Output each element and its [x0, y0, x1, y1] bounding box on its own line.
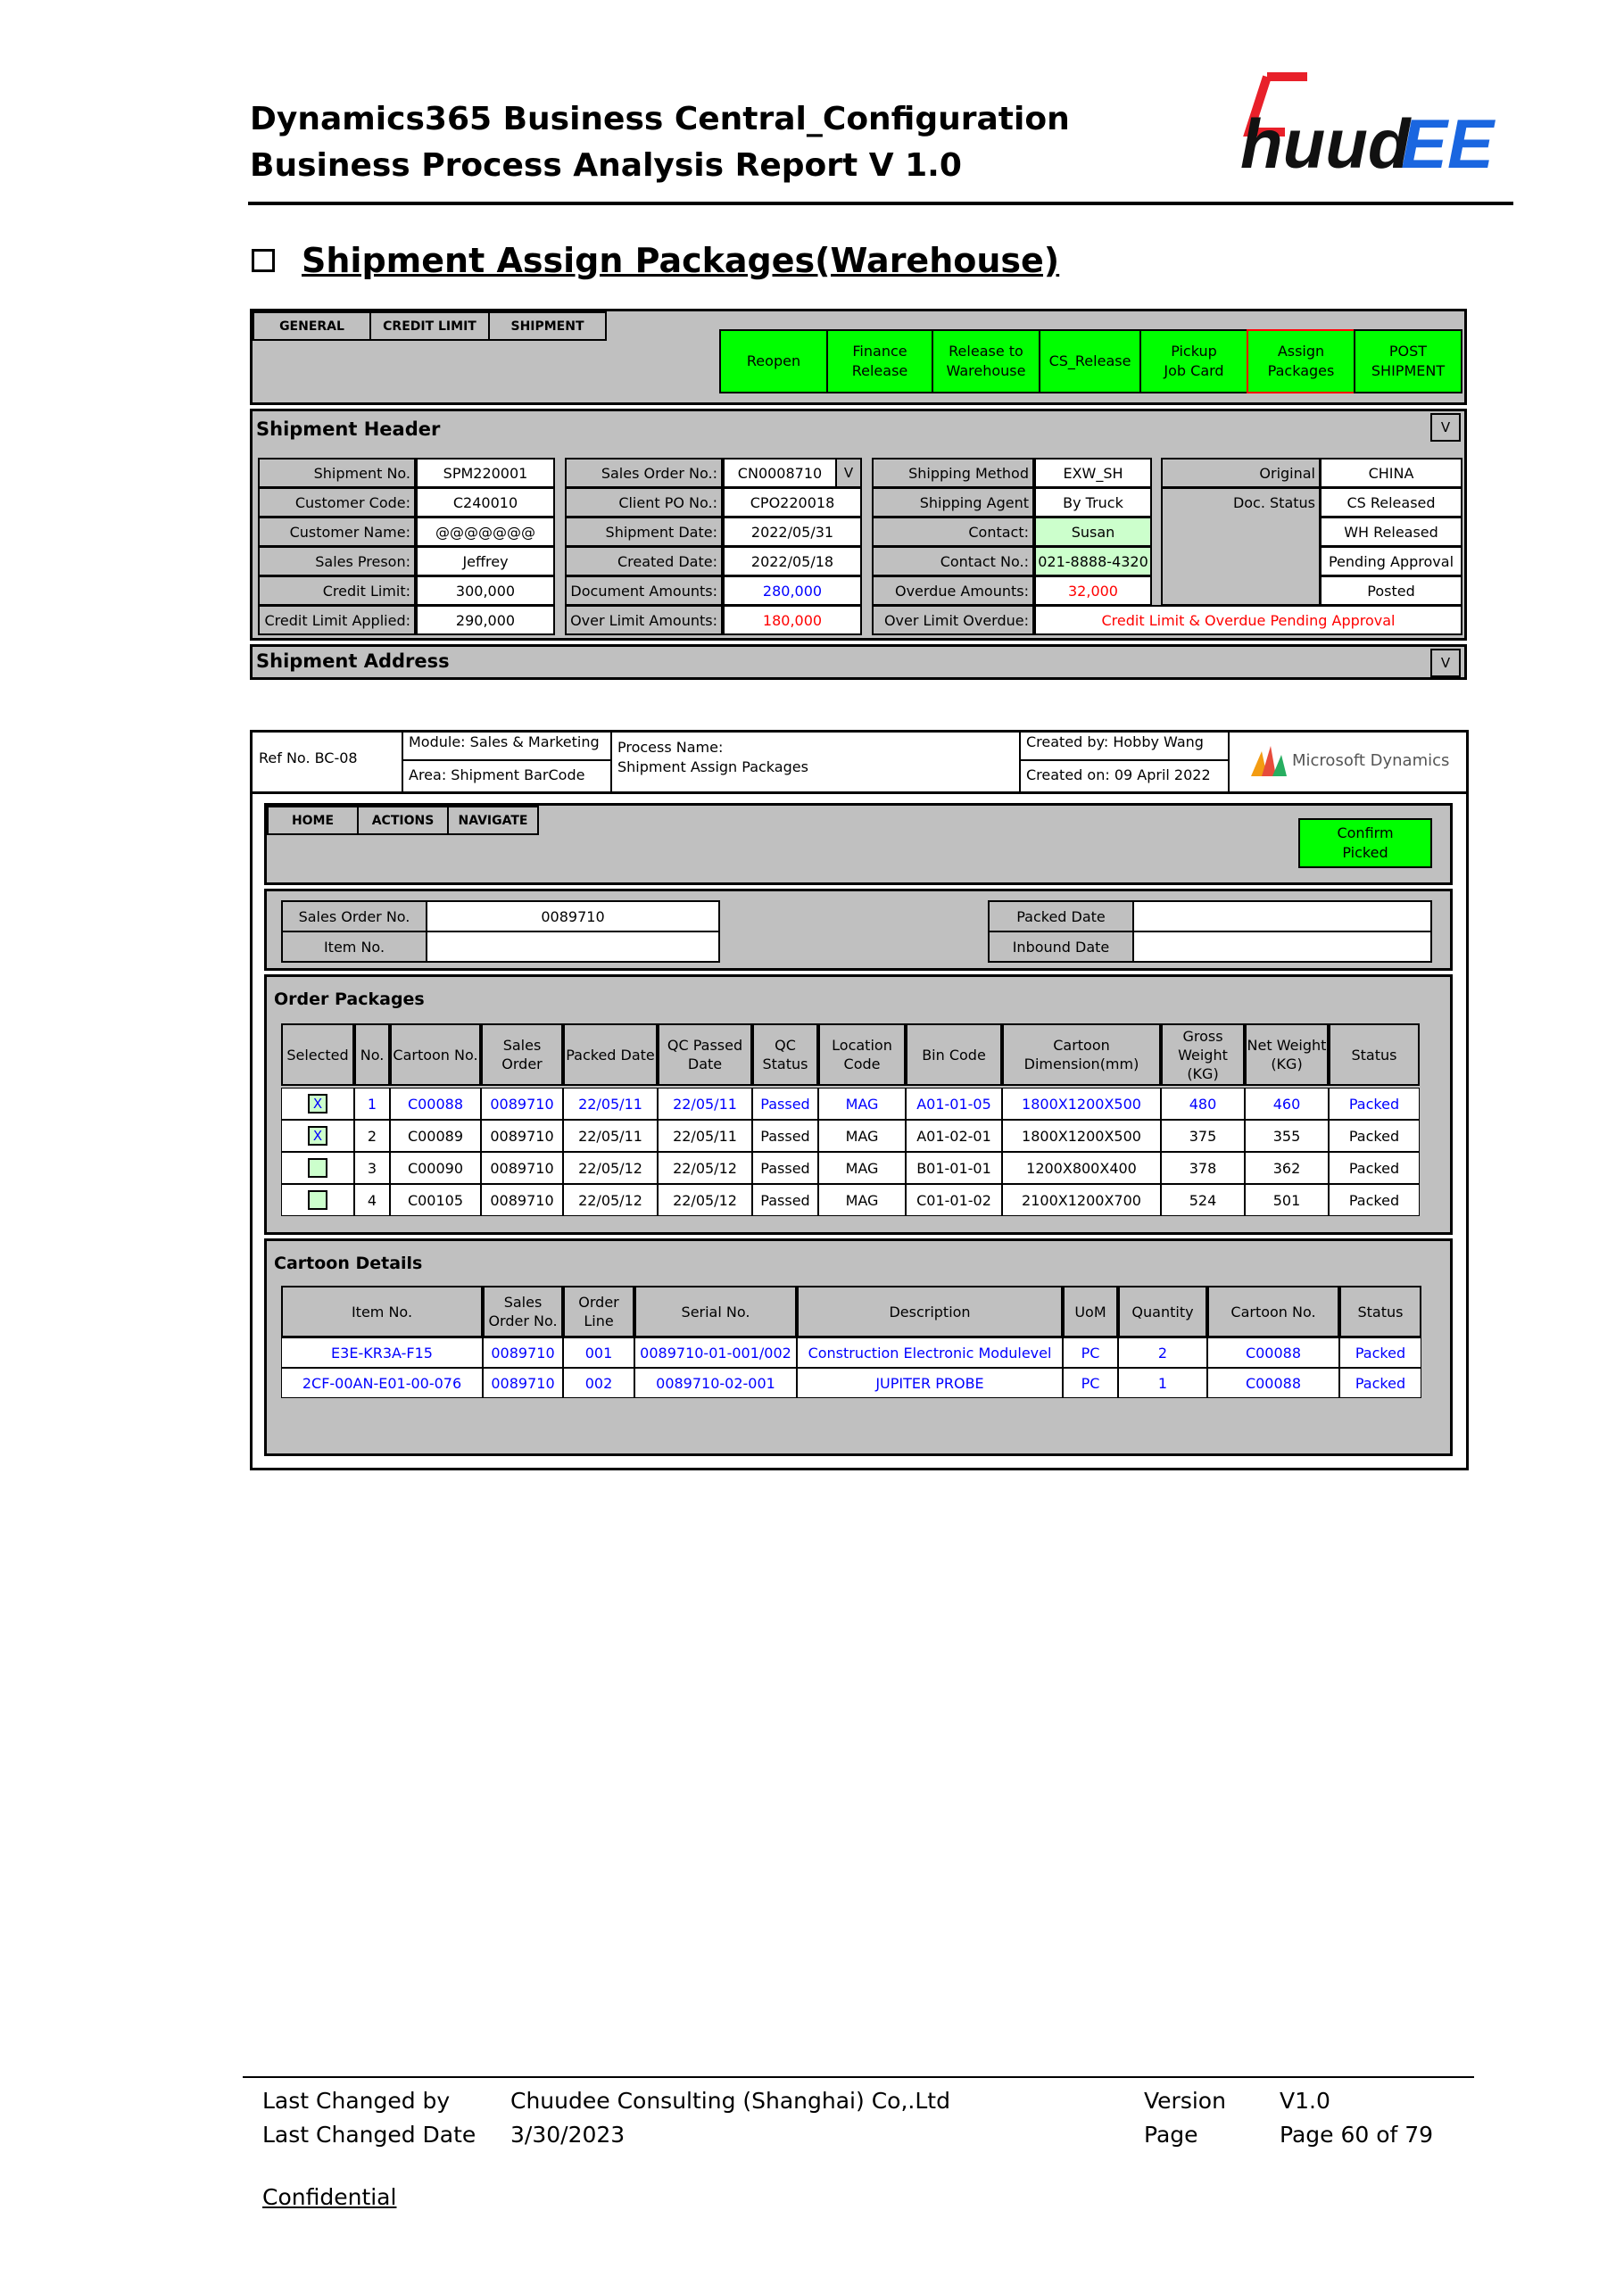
op-cell-qc-passed-date: 22/05/12: [658, 1152, 752, 1184]
section-title: [252, 241, 1059, 280]
shipping-agent-field[interactable]: By Truck: [1034, 487, 1152, 517]
op-header-qc-passed-date: QC Passed Date: [658, 1023, 752, 1086]
report-title-line1: Dynamics365 Business Central_Configuration: [250, 101, 1070, 137]
op-cell-sales-order: 0089710: [481, 1088, 563, 1120]
cd-cell-serial-no: 0089710-01-001/002: [634, 1337, 797, 1368]
over-limit-overdue-label: Over Limit Overdue:: [872, 605, 1034, 635]
op-cell-packed-date: 22/05/12: [563, 1184, 658, 1216]
order-packages-title: Order Packages: [274, 989, 425, 1009]
shipment-date-label: Shipment Date:: [565, 517, 723, 547]
version-label: Version: [1144, 2088, 1226, 2114]
section-title-text: Shipment Assign Packages(Warehouse): [302, 241, 1060, 280]
op-cell-gross-weight: 480: [1161, 1088, 1245, 1120]
op-cell-bin-code: A01-01-05: [906, 1088, 1002, 1120]
op-header-cartoon-dimension: Cartoon Dimension(mm): [1002, 1023, 1161, 1086]
client-po-label: Client PO No.:: [565, 487, 723, 517]
filter-packed-date-input[interactable]: [1132, 900, 1432, 932]
sales-order-lookup-button[interactable]: V: [835, 458, 862, 488]
shipment-no-label: Shipment No.: [258, 458, 416, 488]
op-cell-location-code: MAG: [818, 1120, 906, 1152]
credit-limit-applied-label: Credit Limit Applied:: [258, 605, 416, 635]
status-cs-released[interactable]: CS Released: [1320, 487, 1462, 517]
op-cell-cartoon-no: C00105: [390, 1184, 481, 1216]
shipment-toolbar-panel: [250, 309, 1467, 405]
op-cell-no: 1: [354, 1088, 390, 1120]
process-name: Shipment Assign Packages: [617, 758, 808, 775]
op-cell-cartoon-dimension: 1800X1200X500: [1002, 1088, 1161, 1120]
cd-header-quantity: Quantity: [1118, 1286, 1207, 1337]
op-cell-packed-date: 22/05/11: [563, 1088, 658, 1120]
op-cell-qc-status: Passed: [752, 1088, 818, 1120]
version-value: V1.0: [1280, 2088, 1330, 2114]
cd-cell-uom: PC: [1063, 1368, 1118, 1398]
cd-cell-cartoon-no: C00088: [1207, 1368, 1339, 1398]
confidential-label: Confidential: [262, 2184, 397, 2210]
credit-limit-field[interactable]: 300,000: [416, 575, 555, 606]
contact-field[interactable]: Susan: [1034, 517, 1152, 547]
shipping-method-field[interactable]: EXW_SH: [1034, 458, 1152, 488]
op-header-packed-date: Packed Date: [563, 1023, 658, 1086]
cd-cell-serial-no: 0089710-02-001: [634, 1368, 797, 1398]
op-cell-bin-code: B01-01-01: [906, 1152, 1002, 1184]
cd-cell-status: Packed: [1339, 1368, 1421, 1398]
cartoon-details-title: Cartoon Details: [274, 1254, 423, 1273]
op-cell-cartoon-dimension: 1200X800X400: [1002, 1152, 1161, 1184]
filter-sales-order-label: Sales Order No.: [281, 900, 427, 932]
report-title: [250, 96, 1070, 189]
document-amounts-field[interactable]: 280,000: [723, 575, 862, 606]
cd-header-cartoon-no: Cartoon No.: [1207, 1286, 1339, 1337]
process-label: Process Name:: [617, 739, 724, 756]
original-label: Original: [1161, 458, 1321, 488]
op-cell-cartoon-dimension: 2100X1200X700: [1002, 1184, 1161, 1216]
op-cell-gross-weight: 524: [1161, 1184, 1245, 1216]
cd-cell-sales-order-no: 0089710: [483, 1368, 563, 1398]
op-header-selected: Selected: [281, 1023, 354, 1086]
filter-item-no-label: Item No.: [281, 931, 427, 963]
op-cell-qc-passed-date: 22/05/11: [658, 1088, 752, 1120]
cd-cell-status: Packed: [1339, 1337, 1421, 1368]
shipment-address-panel: [250, 644, 1467, 680]
op-cell-cartoon-no: C00089: [390, 1120, 481, 1152]
op-cell-qc-status: Passed: [752, 1184, 818, 1216]
op-header-qc-status: QC Status: [752, 1023, 818, 1086]
op-cell-location-code: MAG: [818, 1088, 906, 1120]
op-cell-net-weight: 501: [1245, 1184, 1329, 1216]
address-expand-button[interactable]: V: [1430, 649, 1461, 677]
op-header-no: No.: [354, 1023, 390, 1086]
ms-logo-text: Microsoft Dynamics: [1292, 750, 1450, 770]
op-cell-location-code: MAG: [818, 1184, 906, 1216]
over-limit-overdue-field[interactable]: Credit Limit & Overdue Pending Approval: [1034, 605, 1462, 635]
op-cell-location-code: MAG: [818, 1152, 906, 1184]
op-select-checkbox[interactable]: X: [308, 1094, 327, 1114]
op-cell-cartoon-no: C00088: [390, 1088, 481, 1120]
footer-rule: [243, 2076, 1474, 2078]
op-select-checkbox[interactable]: [308, 1190, 327, 1210]
confirm-picked-button[interactable]: Confirm Picked: [1298, 818, 1432, 868]
status-pending-approval[interactable]: Pending Approval: [1320, 546, 1462, 576]
sales-order-no-field[interactable]: CN0008710: [723, 458, 837, 488]
op-cell-sales-order: 0089710: [481, 1120, 563, 1152]
op-select-cell: [281, 1184, 354, 1216]
status-wh-released[interactable]: WH Released: [1320, 517, 1462, 547]
cartoon-details-table: [281, 1286, 1441, 1402]
op-cell-status: Packed: [1329, 1120, 1420, 1152]
op-cell-gross-weight: 378: [1161, 1152, 1245, 1184]
customer-code-label: Customer Code:: [258, 487, 416, 517]
ref-no: Ref No. BC-08: [259, 749, 358, 766]
cd-cell-sales-order-no: 0089710: [483, 1337, 563, 1368]
op-cell-packed-date: 22/05/11: [563, 1120, 658, 1152]
customer-name-field[interactable]: @@@@@@@: [416, 517, 555, 547]
filter-packed-date-label: Packed Date: [988, 900, 1134, 932]
op-header-sales-order: Sales Order: [481, 1023, 563, 1086]
area-cell: Area: Shipment BarCode: [409, 766, 585, 783]
ref-info-row: [250, 730, 1469, 794]
chuudee-logo: [1231, 70, 1499, 177]
dynamics-icon: [1249, 742, 1288, 778]
status-posted[interactable]: Posted: [1320, 575, 1462, 606]
svg-text:EE: EE: [1401, 104, 1495, 177]
op-header-bin-code: Bin Code: [906, 1023, 1002, 1086]
cd-cell-cartoon-no: C00088: [1207, 1337, 1339, 1368]
cd-cell-uom: PC: [1063, 1337, 1118, 1368]
op-cell-net-weight: 460: [1245, 1088, 1329, 1120]
op-cell-qc-passed-date: 22/05/12: [658, 1184, 752, 1216]
cd-header-description: Description: [797, 1286, 1063, 1337]
cd-header-order-line: Order Line: [563, 1286, 634, 1337]
original-field[interactable]: CHINA: [1320, 458, 1462, 488]
customer-name-label: Customer Name:: [258, 517, 416, 547]
cd-cell-quantity: 1: [1118, 1368, 1207, 1398]
tab-home[interactable]: HOME: [267, 806, 359, 835]
changed-date-label: Last Changed Date: [262, 2122, 476, 2148]
filter-item-no-input[interactable]: [426, 931, 720, 963]
op-cell-qc-status: Passed: [752, 1120, 818, 1152]
finance-release-button[interactable]: Finance Release: [826, 329, 933, 393]
assign-packages-button[interactable]: Assign Packages: [1247, 329, 1355, 393]
cd-header-uom: UoM: [1063, 1286, 1118, 1337]
op-select-cell: [281, 1120, 354, 1152]
cd-header-status: Status: [1339, 1286, 1421, 1337]
release-to-warehouse-button[interactable]: Release to Warehouse: [932, 329, 1040, 393]
cd-cell-item-no: E3E-KR3A-F15: [281, 1337, 483, 1368]
filter-inbound-date-input[interactable]: [1132, 931, 1432, 963]
order-packages-panel: [264, 974, 1453, 1235]
op-header-cartoon-no: Cartoon No.: [390, 1023, 481, 1086]
credit-limit-label: Credit Limit:: [258, 575, 416, 606]
shipment-header-panel: [250, 409, 1467, 641]
changed-by-label: Last Changed by: [262, 2088, 451, 2114]
customer-code-field[interactable]: C240010: [416, 487, 555, 517]
cd-cell-description: JUPITER PROBE: [797, 1368, 1063, 1398]
client-po-field[interactable]: CPO220018: [723, 487, 862, 517]
sales-person-label: Sales Preson:: [258, 546, 416, 576]
microsoft-dynamics-logo: [1249, 742, 1449, 778]
op-select-cell: [281, 1152, 354, 1184]
shipping-agent-label: Shipping Agent: [872, 487, 1034, 517]
page-label: Page: [1144, 2122, 1198, 2148]
overdue-amounts-label: Overdue Amounts:: [872, 575, 1034, 606]
tab-shipment[interactable]: SHIPMENT: [488, 311, 607, 341]
post-shipment-button[interactable]: POST SHIPMENT: [1354, 329, 1462, 393]
module-cell: Module: Sales & Marketing: [403, 730, 610, 761]
svg-text:huud: huud: [1240, 104, 1411, 177]
op-cell-bin-code: A01-02-01: [906, 1120, 1002, 1152]
over-limit-amounts-field[interactable]: 180,000: [723, 605, 862, 635]
op-header-gross-weight: Gross Weight (KG): [1161, 1023, 1245, 1086]
cd-cell-order-line: 002: [563, 1368, 634, 1398]
changed-date-value: 3/30/2023: [510, 2122, 626, 2148]
pickup-job-card-button[interactable]: Pickup Job Card: [1139, 329, 1248, 393]
op-cell-cartoon-dimension: 1800X1200X500: [1002, 1120, 1161, 1152]
header-rule: [248, 202, 1513, 205]
created-date-field[interactable]: 2022/05/18: [723, 546, 862, 576]
op-cell-sales-order: 0089710: [481, 1152, 563, 1184]
shipment-address-title: Shipment Address: [256, 650, 450, 672]
op-cell-status: Packed: [1329, 1152, 1420, 1184]
op-select-cell: [281, 1088, 354, 1120]
op-cell-cartoon-no: C00090: [390, 1152, 481, 1184]
sales-order-filter-panel: [264, 889, 1453, 971]
op-cell-qc-status: Passed: [752, 1152, 818, 1184]
created-date-label: Created Date:: [565, 546, 723, 576]
order-packages-table: [281, 1023, 1441, 1225]
overdue-amounts-field[interactable]: 32,000: [1034, 575, 1152, 606]
shipping-method-label: Shipping Method: [872, 458, 1034, 488]
shipment-header-title: Shipment Header: [256, 418, 441, 440]
op-cell-qc-passed-date: 22/05/11: [658, 1120, 752, 1152]
op-cell-packed-date: 22/05/12: [563, 1152, 658, 1184]
cd-header-serial-no: Serial No.: [634, 1286, 797, 1337]
created-on: Created on: 09 April 2022: [1026, 766, 1211, 783]
section-checkbox-icon: [252, 249, 275, 272]
cd-cell-order-line: 001: [563, 1337, 634, 1368]
credit-limit-applied-field[interactable]: 290,000: [416, 605, 555, 635]
op-cell-status: Packed: [1329, 1184, 1420, 1216]
contact-no-field[interactable]: 021-8888-4320: [1034, 546, 1152, 576]
op-cell-status: Packed: [1329, 1088, 1420, 1120]
contact-no-label: Contact No.:: [872, 546, 1034, 576]
filter-sales-order-input[interactable]: 0089710: [426, 900, 720, 932]
op-cell-no: 3: [354, 1152, 390, 1184]
tab-actions[interactable]: ACTIONS: [357, 806, 449, 835]
shipment-date-field[interactable]: 2022/05/31: [723, 517, 862, 547]
page-value: Page 60 of 79: [1280, 2122, 1434, 2148]
reopen-button[interactable]: Reopen: [719, 329, 828, 393]
shipment-no-field[interactable]: SPM220001: [416, 458, 555, 488]
op-select-checkbox[interactable]: [308, 1158, 327, 1178]
op-header-location-code: Location Code: [818, 1023, 906, 1086]
module-divider: [610, 730, 612, 792]
over-limit-amounts-label: Over Limit Amounts:: [565, 605, 723, 635]
cd-cell-description: Construction Electronic Modulevel: [797, 1337, 1063, 1368]
cd-header-sales-order-no: Sales Order No.: [483, 1286, 563, 1337]
op-cell-net-weight: 362: [1245, 1152, 1329, 1184]
doc-status-label: Doc. Status: [1161, 487, 1321, 606]
op-cell-no: 4: [354, 1184, 390, 1216]
document-amounts-label: Document Amounts:: [565, 575, 723, 606]
op-cell-sales-order: 0089710: [481, 1184, 563, 1216]
tab-navigate[interactable]: NAVIGATE: [447, 806, 539, 835]
tab-general[interactable]: GENERAL: [253, 311, 371, 341]
cd-header-item-no: Item No.: [281, 1286, 483, 1337]
header-expand-button[interactable]: V: [1430, 413, 1461, 442]
sales-order-no-label: Sales Order No.:: [565, 458, 723, 488]
changed-by-value: Chuudee Consulting (Shanghai) Co,.Ltd: [510, 2088, 950, 2114]
cs-release-button[interactable]: CS_Release: [1039, 329, 1141, 393]
filter-inbound-date-label: Inbound Date: [988, 931, 1134, 963]
op-cell-no: 2: [354, 1120, 390, 1152]
cartoon-details-panel: [264, 1238, 1453, 1456]
created-by: Created by: Hobby Wang: [1021, 730, 1228, 761]
op-header-status: Status: [1329, 1023, 1420, 1086]
op-cell-bin-code: C01-01-02: [906, 1184, 1002, 1216]
tab-credit-limit[interactable]: CREDIT LIMIT: [369, 311, 490, 341]
op-cell-gross-weight: 375: [1161, 1120, 1245, 1152]
created-divider: [1228, 730, 1230, 792]
form-toolbar-panel: [264, 803, 1453, 885]
op-cell-net-weight: 355: [1245, 1120, 1329, 1152]
report-title-line2: Business Process Analysis Report V 1.0: [250, 147, 962, 184]
op-header-net-weight: Net Weight (KG): [1245, 1023, 1329, 1086]
op-select-checkbox[interactable]: X: [308, 1126, 327, 1146]
sales-person-field[interactable]: Jeffrey: [416, 546, 555, 576]
cd-cell-item-no: 2CF-00AN-E01-00-076: [281, 1368, 483, 1398]
cd-cell-quantity: 2: [1118, 1337, 1207, 1368]
contact-label: Contact:: [872, 517, 1034, 547]
